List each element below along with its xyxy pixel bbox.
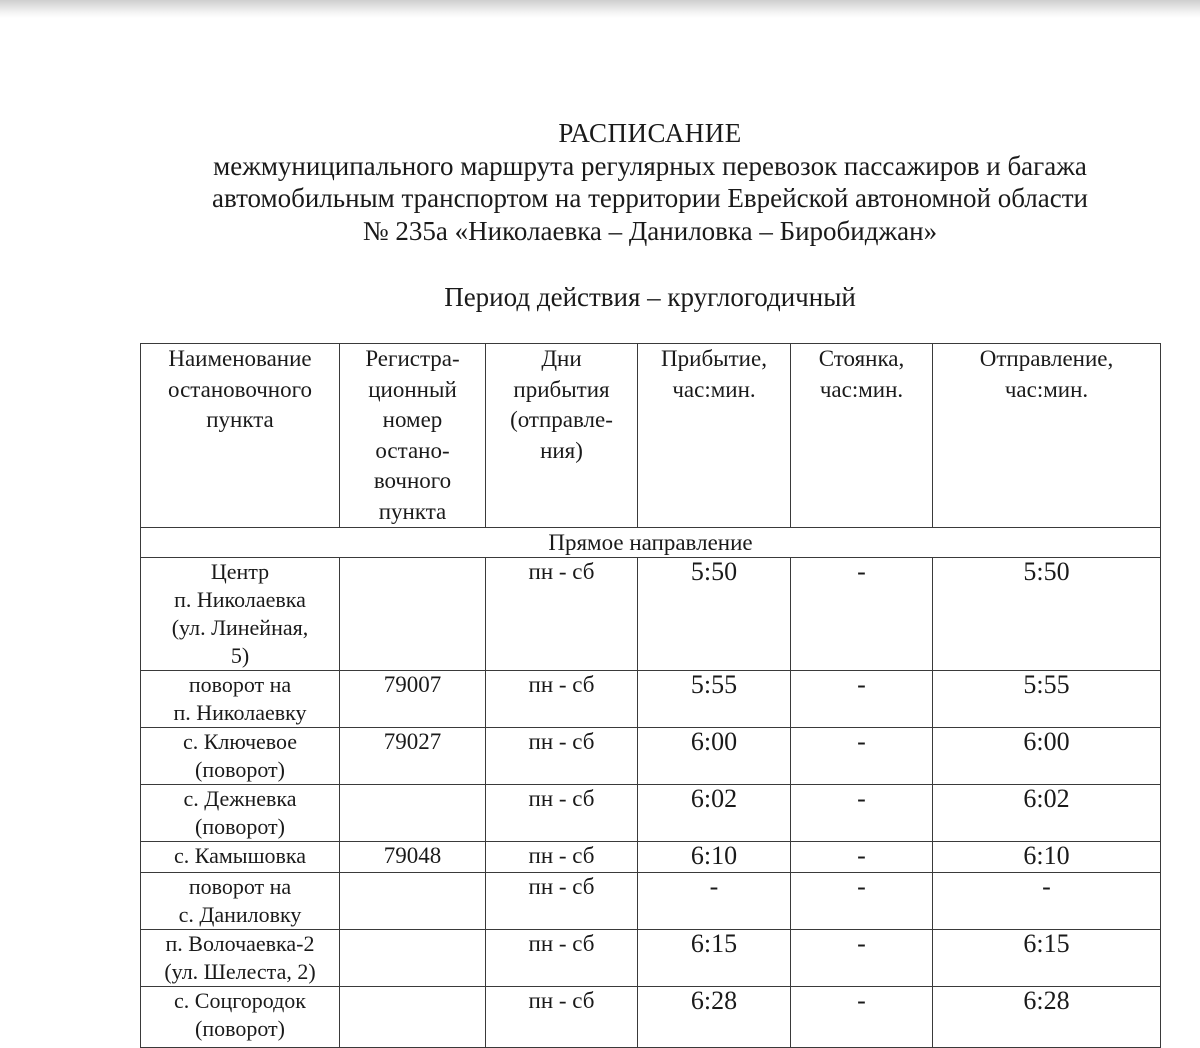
stop-duration-cell: - xyxy=(791,671,933,728)
stop-duration-cell: - xyxy=(791,987,933,1048)
validity-period: Период действия – круглогодичный xyxy=(444,282,856,312)
stop-duration-cell: - xyxy=(791,842,933,873)
departure-cell: 6:15 xyxy=(933,930,1161,987)
stop-duration-cell: - xyxy=(791,558,933,671)
table-row xyxy=(141,873,1161,930)
arrival-cell: 5:50 xyxy=(638,558,791,671)
registration-number-cell xyxy=(340,873,486,930)
departure-cell: 6:28 xyxy=(933,987,1161,1048)
departure-cell: 6:02 xyxy=(933,785,1161,842)
stop-name-cell: с. Соцгородок (поворот) xyxy=(141,987,340,1048)
header-registration-number: Регистра-ционный номер остано-вочного пункта xyxy=(340,344,486,528)
days-cell: пн - сб xyxy=(486,785,638,842)
stop-name-cell: с. Камышовка xyxy=(141,842,340,873)
header-departure: Отправление, час:мин. xyxy=(933,344,1161,528)
table-row xyxy=(141,930,1161,987)
table-row xyxy=(141,785,1161,842)
table-row xyxy=(141,558,1161,671)
arrival-cell: 5:55 xyxy=(638,671,791,728)
days-cell: пн - сб xyxy=(486,930,638,987)
departure-cell: 5:55 xyxy=(933,671,1161,728)
table-row xyxy=(141,671,1161,728)
table-row xyxy=(141,728,1161,785)
stop-duration-cell: - xyxy=(791,728,933,785)
document-title: РАСПИСАНИЕ xyxy=(558,118,742,148)
schedule-rows xyxy=(141,558,1161,1048)
arrival-cell: 6:00 xyxy=(638,728,791,785)
subtitle-line-1: межмуниципального маршрута регулярных перевозок пассажиров и багажа xyxy=(213,150,1087,181)
table-header-row xyxy=(141,344,1161,528)
table-row xyxy=(141,842,1161,873)
stop-duration-cell: - xyxy=(791,873,933,930)
departure-cell: 6:00 xyxy=(933,728,1161,785)
stop-name-cell: поворот на с. Даниловку xyxy=(141,873,340,930)
registration-number-cell xyxy=(340,558,486,671)
registration-number-cell: 79027 xyxy=(340,728,486,785)
subtitle-line-2: автомобильным транспортом на территории Еврейской автономной области xyxy=(212,183,1088,213)
registration-number-cell xyxy=(340,930,486,987)
section-row xyxy=(141,528,1161,558)
days-cell: пн - сб xyxy=(486,558,638,671)
departure-cell: - xyxy=(933,873,1161,930)
header-days: Дни прибытия (отправле-ния) xyxy=(486,344,638,528)
table-row xyxy=(141,987,1161,1048)
days-cell: пн - сб xyxy=(486,671,638,728)
stop-name-cell: Центр п. Николаевка (ул. Линейная, 5) xyxy=(141,558,340,671)
registration-number-cell: 79007 xyxy=(340,671,486,728)
header-arrival: Прибытие, час:мин. xyxy=(638,344,791,528)
stop-duration-cell: - xyxy=(791,785,933,842)
registration-number-cell: 79048 xyxy=(340,842,486,873)
section-title: Прямое направление xyxy=(141,528,1161,558)
stop-name-cell: поворот на п. Николаевку xyxy=(141,671,340,728)
departure-cell: 6:10 xyxy=(933,842,1161,873)
stop-duration-cell: - xyxy=(791,930,933,987)
days-cell: пн - сб xyxy=(486,873,638,930)
arrival-cell: 6:10 xyxy=(638,842,791,873)
header-stop-duration: Стоянка, час:мин. xyxy=(791,344,933,528)
schedule-table xyxy=(140,343,1161,1048)
stop-name-cell: с. Ключевое (поворот) xyxy=(141,728,340,785)
stop-name-cell: с. Дежневка (поворот) xyxy=(141,785,340,842)
arrival-cell: - xyxy=(638,873,791,930)
arrival-cell: 6:28 xyxy=(638,987,791,1048)
route-number-line: № 235а «Николаевка – Даниловка – Биробиджан» xyxy=(362,215,938,246)
header-stop-name: Наименование остановочного пункта xyxy=(141,344,340,528)
registration-number-cell xyxy=(340,987,486,1048)
days-cell: пн - сб xyxy=(486,728,638,785)
days-cell: пн - сб xyxy=(486,987,638,1048)
departure-cell: 5:50 xyxy=(933,558,1161,671)
stop-name-cell: п. Волочаевка-2 (ул. Шелеста, 2) xyxy=(141,930,340,987)
registration-number-cell xyxy=(340,785,486,842)
arrival-cell: 6:02 xyxy=(638,785,791,842)
document-heading xyxy=(140,117,1160,247)
arrival-cell: 6:15 xyxy=(638,930,791,987)
days-cell: пн - сб xyxy=(486,842,638,873)
